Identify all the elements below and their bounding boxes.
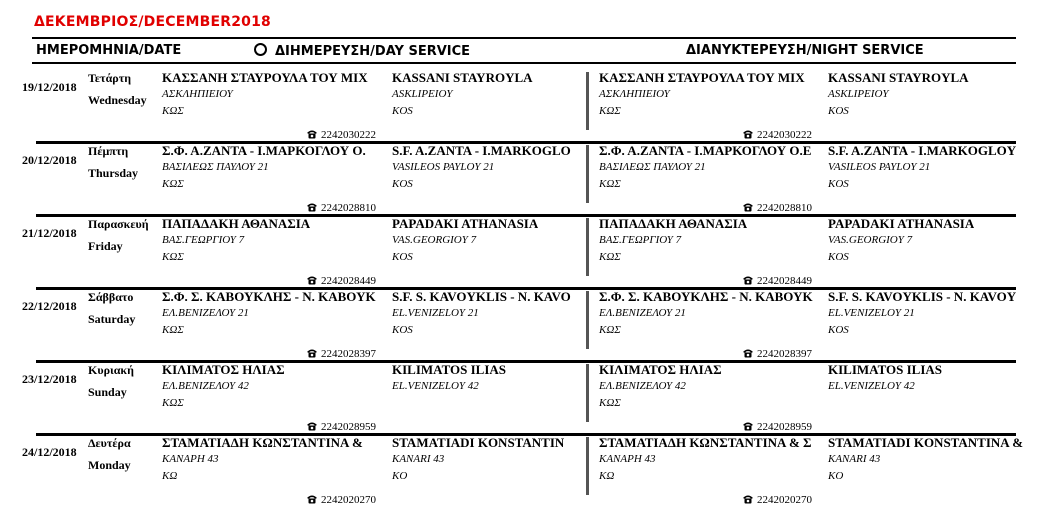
- schedule-row: [0, 214, 1038, 286]
- day-phone-number: 2242028810: [321, 202, 376, 214]
- weekday-english: Saturday: [88, 312, 136, 326]
- phone-icon: [742, 129, 757, 141]
- night-pharmacy-city-greek: ΚΩΣ: [599, 105, 621, 117]
- night-pharmacy-city-english: KOS: [828, 105, 849, 117]
- row-date: 23/12/2018: [22, 372, 77, 386]
- day-pharmacy-address-english: KANARI 43: [392, 453, 445, 465]
- night-phone-number: 2242020270: [757, 494, 812, 506]
- night-pharmacy-phone: [742, 348, 812, 360]
- night-pharmacy-name-greek: ΣΤΑΜΑΤΙΑΔΗ ΚΩΝΣΤΑΝΤΙΝΑ & Σ: [599, 435, 812, 450]
- month-title: ΔΕΚΕΜΒΡΙΟΣ/DECEMBER2018: [34, 14, 271, 30]
- phone-icon: [306, 421, 321, 433]
- phone-icon: [742, 202, 757, 214]
- phone-icon: [306, 129, 321, 141]
- night-pharmacy-name-english: S.F. A.ZANTA - I.MARKOGLOY: [828, 143, 1017, 158]
- day-pharmacy-city-greek: ΚΩΣ: [162, 251, 184, 263]
- night-pharmacy-address-english: VASILEOS PAYLOY 21: [828, 161, 931, 173]
- phone-icon: [742, 275, 757, 287]
- night-phone-number: 2242028810: [757, 202, 812, 214]
- day-service-label: ΔΙΗΜΕΡΕΥΣΗ/DAY SERVICE: [275, 44, 471, 59]
- day-pharmacy-city-english: KO: [392, 470, 408, 482]
- column-divider: [586, 291, 589, 349]
- day-pharmacy-name-english: S.F. S. KAVOYKLIS - N. KAVO: [392, 289, 571, 304]
- night-pharmacy-address-english: EL.VENIZELOY 21: [828, 307, 915, 319]
- column-divider: [586, 218, 589, 276]
- night-pharmacy-city-english: KOS: [828, 178, 849, 190]
- day-pharmacy-city-greek: ΚΩΣ: [162, 105, 184, 117]
- day-pharmacy-phone: [306, 348, 376, 360]
- day-phone-number: 2242020270: [321, 494, 376, 506]
- night-pharmacy-address-english: ASKLIPEIOY: [828, 88, 889, 100]
- weekday-greek: Κυριακή: [88, 363, 134, 377]
- day-pharmacy-phone: [306, 494, 376, 506]
- day-pharmacy-address-english: VASILEOS PAYLOY 21: [392, 161, 495, 173]
- night-pharmacy-address-english: EL.VENIZELOY 42: [828, 380, 915, 392]
- circle-icon: [254, 43, 267, 56]
- row-date: 21/12/2018: [22, 226, 77, 240]
- night-pharmacy-name-english: STAMATIADI KONSTANTINA &: [828, 435, 1024, 450]
- day-pharmacy-address-english: VAS.GEORGIOY 7: [392, 234, 477, 246]
- phone-icon: [742, 348, 757, 360]
- night-pharmacy-phone: [742, 129, 812, 141]
- day-pharmacy-address-greek: ΑΣΚΛΗΠΙΕΙΟΥ: [162, 88, 233, 100]
- row-date: 22/12/2018: [22, 299, 77, 313]
- night-pharmacy-phone: [742, 421, 812, 433]
- day-pharmacy-city-english: KOS: [392, 324, 413, 336]
- schedule-row: [0, 287, 1038, 359]
- night-pharmacy-address-greek: ΕΛ.ΒΕΝΙΖΕΛΟΥ 21: [599, 307, 686, 319]
- day-pharmacy-phone: [306, 275, 376, 287]
- schedule-row: [0, 68, 1038, 140]
- night-pharmacy-city-english: KO: [828, 470, 844, 482]
- schedule-row: [0, 141, 1038, 213]
- phone-icon: [306, 275, 321, 287]
- night-pharmacy-name-english: S.F. S. KAVOYKLIS - N. KAVOY: [828, 289, 1017, 304]
- night-pharmacy-address-english: VAS.GEORGIOY 7: [828, 234, 913, 246]
- row-date: 19/12/2018: [22, 80, 77, 94]
- phone-icon: [742, 494, 757, 506]
- day-pharmacy-address-greek: ΒΑΣ.ΓΕΩΡΓΙΟΥ 7: [162, 234, 245, 246]
- night-pharmacy-city-greek: ΚΩΣ: [599, 397, 621, 409]
- day-pharmacy-city-greek: ΚΩ: [162, 470, 178, 482]
- day-pharmacy-name-greek: ΣΤΑΜΑΤΙΑΔΗ ΚΩΝΣΤΑΝΤΙΝΑ &: [162, 435, 363, 450]
- day-pharmacy-name-greek: Σ.Φ. Σ. ΚΑΒΟΥΚΛΗΣ - Ν. ΚΑΒΟΥΚ: [162, 289, 376, 304]
- night-pharmacy-address-english: KANARI 43: [828, 453, 881, 465]
- schedule-row: [0, 433, 1038, 505]
- night-pharmacy-phone: [742, 202, 812, 214]
- phone-icon: [306, 202, 321, 214]
- day-pharmacy-name-greek: ΚΙΛΙΜΑΤΟΣ ΗΛΙΑΣ: [162, 362, 285, 377]
- night-pharmacy-name-english: PAPADAKI ATHANASIA: [828, 216, 975, 231]
- day-pharmacy-address-english: ASKLIPEIOY: [392, 88, 453, 100]
- day-pharmacy-name-greek: ΠΑΠΑΔΑΚΗ ΑΘΑΝΑΣΙΑ: [162, 216, 311, 231]
- day-pharmacy-city-english: KOS: [392, 105, 413, 117]
- weekday-greek: Παρασκευή: [88, 217, 149, 231]
- day-service-header: [254, 43, 470, 59]
- weekday-english: Monday: [88, 458, 131, 472]
- day-pharmacy-address-greek: ΕΛ.ΒΕΝΙΖΕΛΟΥ 42: [162, 380, 249, 392]
- weekday-english: Friday: [88, 239, 123, 253]
- night-service-header: ΔΙΑΝΥΚΤΕΡΕΥΣΗ/NIGHT SERVICE: [686, 43, 924, 58]
- weekday-greek: Δευτέρα: [88, 436, 131, 450]
- column-divider: [586, 364, 589, 422]
- day-pharmacy-city-greek: ΚΩΣ: [162, 397, 184, 409]
- column-divider: [586, 145, 589, 203]
- night-pharmacy-address-greek: ΚΑΝΑΡΗ 43: [599, 453, 656, 465]
- header-bottom-rule: [32, 62, 1016, 64]
- night-pharmacy-address-greek: ΑΣΚΛΗΠΙΕΙΟΥ: [599, 88, 670, 100]
- phone-icon: [742, 421, 757, 433]
- day-pharmacy-name-english: KASSANI STAYROYLA: [392, 70, 533, 85]
- night-pharmacy-city-english: KOS: [828, 324, 849, 336]
- night-phone-number: 2242028959: [757, 421, 812, 433]
- day-pharmacy-address-english: EL.VENIZELOY 42: [392, 380, 479, 392]
- night-phone-number: 2242030222: [757, 129, 812, 141]
- weekday-greek: Σάββατο: [88, 290, 134, 304]
- night-pharmacy-city-greek: ΚΩ: [599, 470, 615, 482]
- day-pharmacy-phone: [306, 129, 376, 141]
- day-pharmacy-address-greek: ΕΛ.ΒΕΝΙΖΕΛΟΥ 21: [162, 307, 249, 319]
- schedule-row: [0, 360, 1038, 432]
- column-divider: [586, 72, 589, 130]
- day-pharmacy-city-english: KOS: [392, 251, 413, 263]
- phone-icon: [306, 494, 321, 506]
- day-pharmacy-name-english: PAPADAKI ATHANASIA: [392, 216, 539, 231]
- night-pharmacy-address-greek: ΒΑΣ.ΓΕΩΡΓΙΟΥ 7: [599, 234, 682, 246]
- night-pharmacy-city-greek: ΚΩΣ: [599, 324, 621, 336]
- night-pharmacy-address-greek: ΕΛ.ΒΕΝΙΖΕΛΟΥ 42: [599, 380, 686, 392]
- day-pharmacy-address-greek: ΚΑΝΑΡΗ 43: [162, 453, 219, 465]
- phone-icon: [306, 348, 321, 360]
- column-divider: [586, 437, 589, 495]
- date-column-header: ΗΜΕΡΟΜΗΝΙΑ/DATE: [36, 43, 182, 58]
- night-pharmacy-phone: [742, 494, 812, 506]
- night-pharmacy-name-greek: ΚΑΣΣΑΝΗ ΣΤΑΥΡΟΥΛΑ ΤΟΥ ΜΙΧ: [599, 70, 805, 85]
- weekday-english: Wednesday: [88, 93, 147, 107]
- night-pharmacy-city-english: KOS: [828, 251, 849, 263]
- night-pharmacy-city-greek: ΚΩΣ: [599, 178, 621, 190]
- night-phone-number: 2242028397: [757, 348, 812, 360]
- night-pharmacy-phone: [742, 275, 812, 287]
- night-pharmacy-name-english: KILIMATOS ILIAS: [828, 362, 943, 377]
- night-phone-number: 2242028449: [757, 275, 812, 287]
- night-pharmacy-name-greek: Σ.Φ. Α.ΖΑΝΤΑ - Ι.ΜΑΡΚΟΓΛΟΥ Ο.Ε: [599, 143, 812, 158]
- night-pharmacy-address-greek: ΒΑΣΙΛΕΩΣ ΠΑΥΛΟΥ 21: [599, 161, 706, 173]
- night-pharmacy-city-greek: ΚΩΣ: [599, 251, 621, 263]
- day-pharmacy-name-greek: Σ.Φ. Α.ΖΑΝΤΑ - Ι.ΜΑΡΚΟΓΛΟΥ Ο.: [162, 143, 366, 158]
- row-date: 24/12/2018: [22, 445, 77, 459]
- weekday-english: Sunday: [88, 385, 127, 399]
- day-pharmacy-city-greek: ΚΩΣ: [162, 178, 184, 190]
- day-phone-number: 2242030222: [321, 129, 376, 141]
- night-pharmacy-name-english: KASSANI STAYROYLA: [828, 70, 969, 85]
- day-pharmacy-name-greek: ΚΑΣΣΑΝΗ ΣΤΑΥΡΟΥΛΑ ΤΟΥ ΜΙΧ: [162, 70, 368, 85]
- day-pharmacy-name-english: S.F. A.ZANTA - I.MARKOGLO: [392, 143, 571, 158]
- day-pharmacy-phone: [306, 202, 376, 214]
- day-pharmacy-name-english: KILIMATOS ILIAS: [392, 362, 507, 377]
- weekday-english: Thursday: [88, 166, 139, 180]
- weekday-greek: Πέμπτη: [88, 144, 129, 158]
- day-phone-number: 2242028959: [321, 421, 376, 433]
- day-pharmacy-city-english: KOS: [392, 178, 413, 190]
- day-phone-number: 2242028449: [321, 275, 376, 287]
- night-pharmacy-name-greek: Σ.Φ. Σ. ΚΑΒΟΥΚΛΗΣ - Ν. ΚΑΒΟΥΚ: [599, 289, 813, 304]
- day-pharmacy-address-english: EL.VENIZELOY 21: [392, 307, 479, 319]
- day-pharmacy-address-greek: ΒΑΣΙΛΕΩΣ ΠΑΥΛΟΥ 21: [162, 161, 269, 173]
- day-phone-number: 2242028397: [321, 348, 376, 360]
- weekday-greek: Τετάρτη: [88, 71, 132, 85]
- header-top-rule: [32, 37, 1016, 39]
- row-date: 20/12/2018: [22, 153, 77, 167]
- night-pharmacy-name-greek: ΠΑΠΑΔΑΚΗ ΑΘΑΝΑΣΙΑ: [599, 216, 748, 231]
- night-pharmacy-name-greek: ΚΙΛΙΜΑΤΟΣ ΗΛΙΑΣ: [599, 362, 722, 377]
- day-pharmacy-name-english: STAMATIADI KONSTANTIN: [392, 435, 565, 450]
- day-pharmacy-phone: [306, 421, 376, 433]
- day-pharmacy-city-greek: ΚΩΣ: [162, 324, 184, 336]
